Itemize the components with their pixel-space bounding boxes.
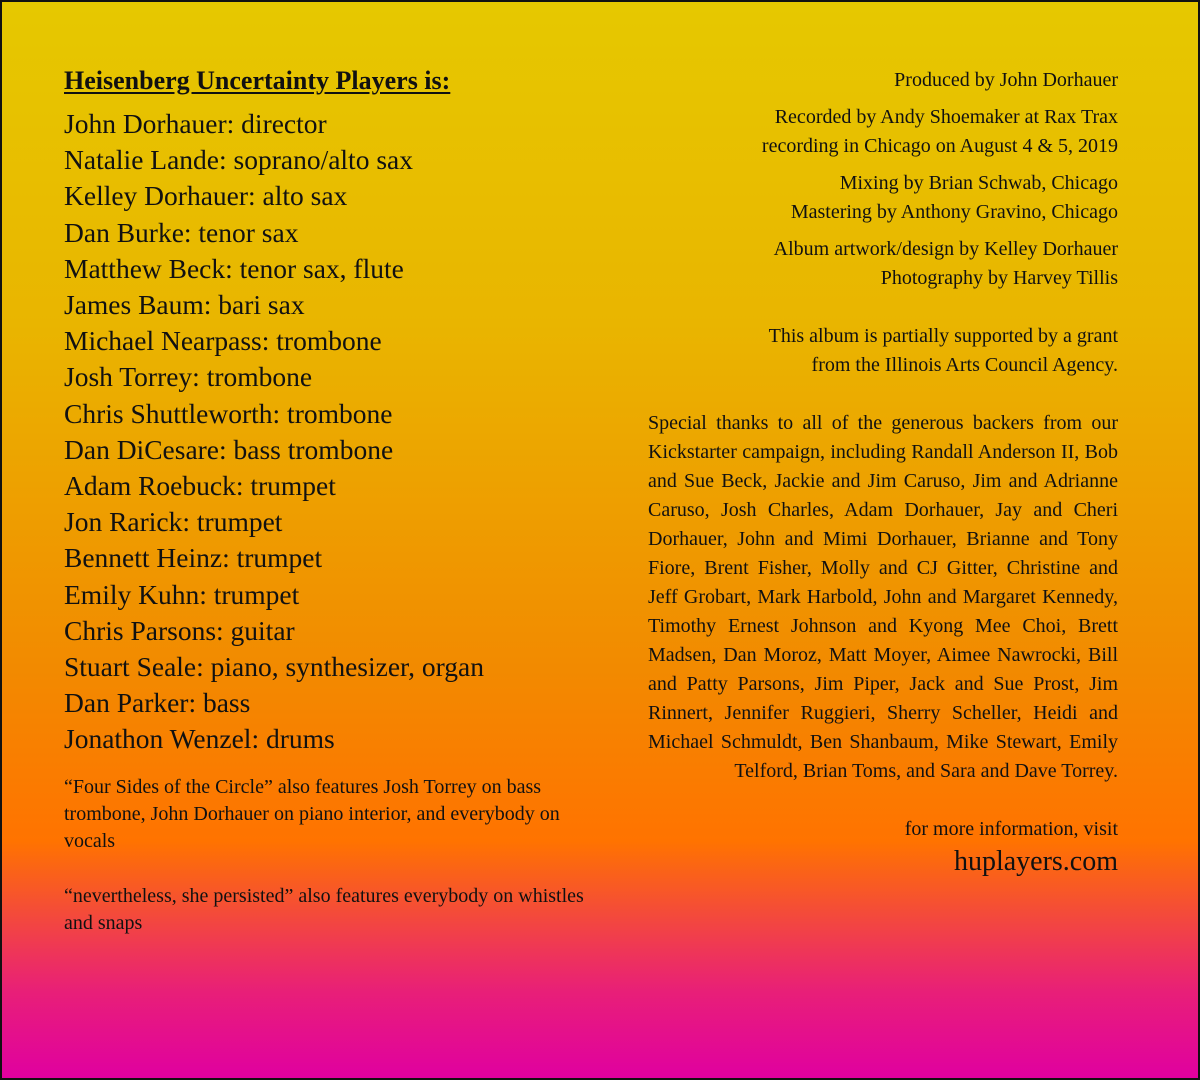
member-item: Dan DiCesare: bass trombone xyxy=(64,433,394,465)
mastering-credit: Mastering by Anthony Gravino, Chicago xyxy=(790,201,1118,223)
member-item: Chris Parsons: guitar xyxy=(64,614,295,646)
credits-column xyxy=(64,66,584,937)
track-note-nevertheless: “nevertheless, she persisted” also features everybody on whistles and snaps xyxy=(64,884,584,934)
mixing-credit: Mixing by Brian Schwab, Chicago xyxy=(839,172,1118,194)
kickstarter-thanks: Special thanks to all of the generous backers from our Kickstarter campaign, including Randall Anderson II, Bob and Sue Beck, Jackie and Jim Caruso, Jim and Adrianne Caruso, Josh Charles, Adam Dorhauer, Jay and Cheri Dorhauer, John and Mimi Dorhauer, Brianne and Tony Fiore, Brent Fisher, Molly and CJ Gitter, Christine and Jeff Grobart, Mark Harbold, John and Margaret Kennedy, Timothy Ernest Johnson and Kyong Mee Choi, Brett Madsen, Dan Moroz, Matt Moyer, Aimee Nawrocki, Bill and Patty Parsons, Jim Piper, Jack and Sue Prost, Jim Rinnert, Jennifer Ruggieri, Sherry Scheller, Heidi and Michael Schmuldt, Ben Shanbaum, Mike Stewart, Emily Telford, Brian Toms, and Sara and Dave Torrey. xyxy=(648,412,1118,782)
recording-credit-detail: recording in Chicago on August 4 & 5, 2019 xyxy=(761,135,1118,157)
member-list xyxy=(64,106,584,758)
member-item: Chris Shuttleworth: trombone xyxy=(64,397,393,429)
producer-credit: Produced by John Dorhauer xyxy=(894,69,1118,91)
member-item: Bennett Heinz: trumpet xyxy=(64,542,323,574)
member-item: Stuart Seale: piano, synthesizer, organ xyxy=(64,651,484,683)
member-item: Michael Nearpass: trombone xyxy=(64,325,382,357)
grant-notice-detail: from the Illinois Arts Council Agency. xyxy=(811,354,1118,376)
production-column xyxy=(648,66,1118,880)
recording-credit: Recorded by Andy Shoemaker at Rax Trax xyxy=(774,106,1118,128)
member-item: Matthew Beck: tenor sax, flute xyxy=(64,252,404,284)
member-item: Kelley Dorhauer: alto sax xyxy=(64,180,348,212)
member-item: Natalie Lande: soprano/alto sax xyxy=(64,144,413,176)
grant-notice: This album is partially supported by a grant xyxy=(768,325,1118,347)
member-item: Emily Kuhn: trumpet xyxy=(64,578,300,610)
member-item: Dan Burke: tenor sax xyxy=(64,216,299,248)
ensemble-heading: Heisenberg Uncertainty Players is: xyxy=(64,66,451,95)
member-item: John Dorhauer: director xyxy=(64,108,327,139)
photography-credit: Photography by Harvey Tillis xyxy=(880,267,1118,289)
member-item: Adam Roebuck: trumpet xyxy=(64,470,336,502)
website-url[interactable]: huplayers.com xyxy=(953,846,1118,877)
member-item: James Baum: bari sax xyxy=(64,289,305,321)
track-note-four-sides: “Four Sides of the Circle” also features Josh Torrey on bass trombone, John Dorhauer on piano interior, and everybody on vocals xyxy=(64,775,560,852)
member-item: Dan Parker: bass xyxy=(64,687,251,719)
artwork-credit: Album artwork/design by Kelley Dorhauer xyxy=(773,238,1118,260)
member-item: Josh Torrey: trombone xyxy=(64,361,313,393)
member-item: Jon Rarick: trumpet xyxy=(64,506,283,538)
more-info-label: for more information, visit xyxy=(904,818,1118,840)
member-item: Jonathon Wenzel: drums xyxy=(64,723,335,755)
